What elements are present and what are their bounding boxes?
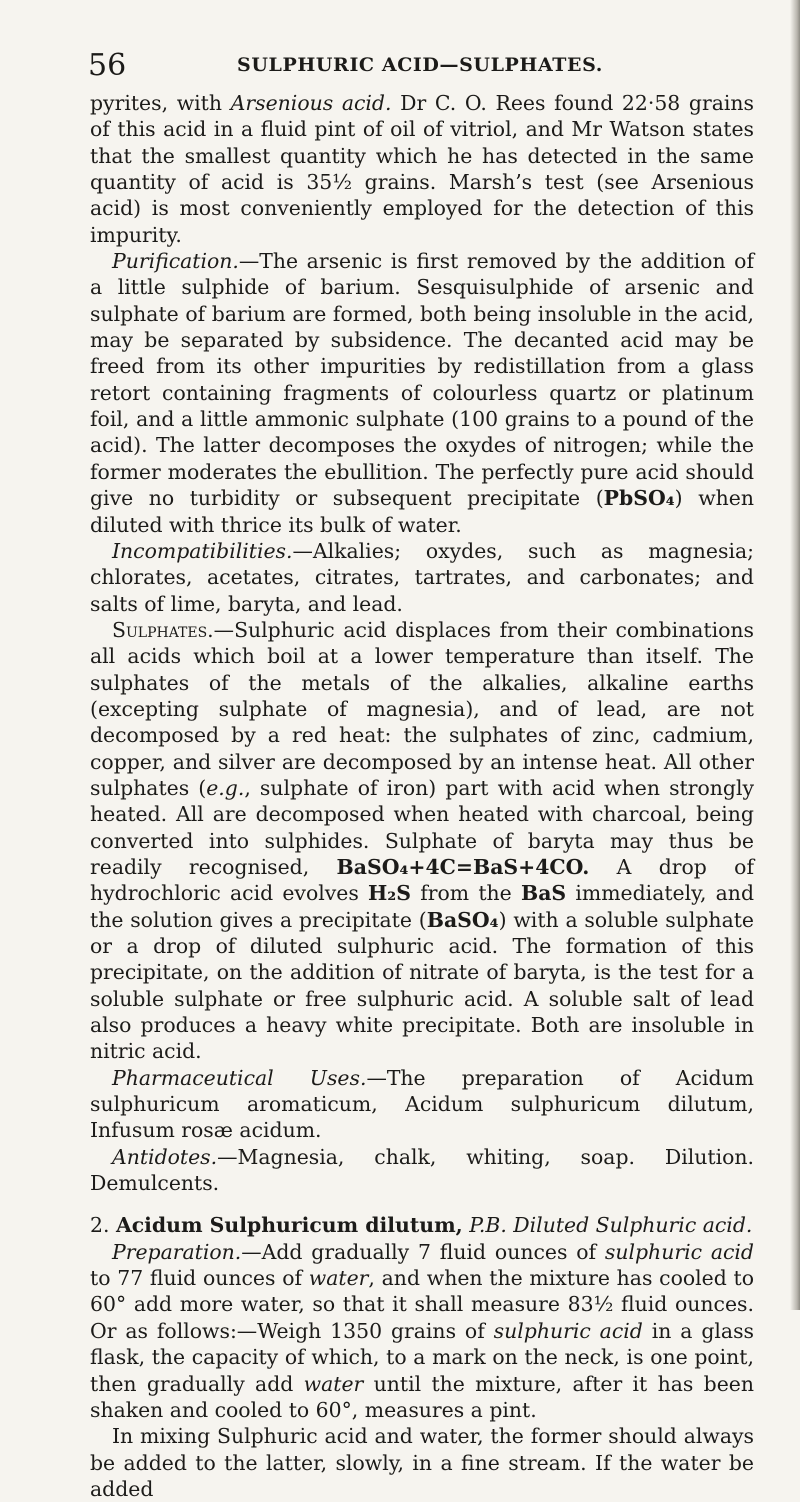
running-title: SULPHURIC ACID—SULPHATES. [237, 54, 603, 76]
paragraph [90, 1065, 754, 1144]
text-run: 2. [90, 1213, 116, 1238]
formula-run: BaSO₄+4C=BaS+4CO. [336, 854, 590, 879]
text-run: immediately, and the solution gives a precipitate ( [90, 881, 754, 932]
text-run: from the [410, 881, 521, 906]
italic-run: P.B. [469, 1213, 507, 1238]
italic-run: Preparation. [112, 1239, 242, 1264]
small-caps-run: Sulphates. [112, 617, 214, 642]
text-run: A drop of hydrochloric acid evolves [90, 854, 754, 906]
italic-run: sulphuric acid [604, 1239, 754, 1264]
text-run: until the mixture, after it has been shaken and cooled to 60°, measures a pint. [90, 1371, 754, 1422]
text-run: —Alkalies; oxydes, such as magnesia; chlorates, acetates, citrates, tartrates, and carbonates; and salts of lime, baryta, and lead. [90, 538, 754, 616]
page-number: 56 [88, 48, 127, 83]
text-run: Dr C. O. Rees found 22·58 grains of this acid in a fluid pint of oil of vitriol, and Mr Watson states that the smallest quantity which he has detected in the same quantity of acid is 35½ grains. Marsh’s test (see Arsenious acid) is most conveniently employed for the detection of this impurity. [90, 91, 754, 247]
paragraph [90, 1144, 754, 1197]
text-run: —Sulphuric acid displaces from their combinations all acids which boil at a lower temperature than itself. The sulphates of the metals of the alkalies, alkaline earths (excepting sulphate of magnesia), and of lead, are not decomposed by a red heat: the sulphates of zinc, cadmium, copper, and silver are decomposed by an intense heat. All other sulphates ( [90, 617, 754, 800]
text-run: —Magnesia, chalk, whiting, soap. Dilution. Demulcents. [90, 1144, 754, 1196]
text-run: pyrites, with [90, 91, 231, 115]
formula-run: BaSO₄ [426, 907, 499, 932]
text-run: —The preparation of Acidum sulphuricum aromaticum, Acidum sulphuricum dilutum, Infusum rosæ acidum. [90, 1065, 754, 1143]
text-run: , and when the mixture has cooled to 60° add more water, so that it shall measure 83½ fluid ounces. Or as follows:—Weigh 1350 grains of [90, 1266, 754, 1343]
formula-run: PbSO₄ [603, 486, 675, 511]
text-run: ) when diluted with thrice its bulk of water. [90, 486, 754, 537]
text-run: —Add gradually 7 fluid ounces of [241, 1239, 605, 1264]
paragraph [90, 1423, 754, 1502]
formula-run: BaS [520, 881, 567, 906]
text-run: ) with a soluble sulphate or a drop of diluted sulphuric acid. The formation of this precipitate, on the addition of nitrate of baryta, is the test for a soluble sulphate or free sulphuric acid. A soluble salt of lead also produces a heavy white precipitate. Both are insoluble in nitric acid. [90, 907, 754, 1064]
italic-run: sulphuric acid [493, 1318, 643, 1343]
text-run: —The arsenic is first removed by the addition of a little sulphide of barium. Sesquisulphide of arsenic and sulphate of barium are formed, both being insoluble in the acid, may be separated by subsidence. The decanted acid may be freed from its other impurities by redistillation from a glass retort containing fragments of colourless quartz or platinum foil, and a little ammonic sulphate (100 grains to a pound of the acid). The latter decomposes the oxydes of nitrogen; while the former moderates the ebullition. The perfectly pure acid should give no turbidity or subsequent precipitate ( [90, 249, 754, 511]
page-header [88, 48, 752, 84]
section-gap [90, 1196, 754, 1212]
italic-run: e.g. [206, 775, 245, 800]
page-edge-shadow [790, 0, 800, 1310]
paragraph [90, 90, 754, 248]
page-body [90, 90, 754, 1502]
italic-run: Pharmaceutical Uses. [112, 1065, 367, 1090]
italic-run: Diluted Sulphuric acid. [513, 1213, 753, 1238]
formula-run: Acidum Sulphuricum dilutum, [115, 1213, 463, 1238]
paragraph [90, 538, 754, 617]
text-run: in a glass flask, the capacity of which, to a mark on the neck, is one point, then gradually add [90, 1318, 755, 1396]
paragraph [90, 1212, 754, 1238]
text-run: , sulphate of iron) part with acid when strongly heated. All are decomposed when heated with charcoal, being converted into sulphides. Sulphate of baryta may thus be readily recognised, [90, 775, 754, 879]
italic-run: Purification. [112, 249, 239, 274]
italic-run: Arsenious acid. [230, 91, 392, 115]
paragraph [90, 617, 754, 1065]
text-run: to 77 fluid ounces of [90, 1266, 309, 1291]
text-run: In mixing Sulphuric acid and water, the former should always be added to the latter, slowly, in a fine stream. If the water be added [90, 1424, 754, 1501]
paragraph [90, 248, 754, 538]
italic-run: water [303, 1371, 364, 1396]
italic-run: water [308, 1266, 369, 1291]
paragraph [90, 1239, 754, 1423]
formula-run: H₂S [368, 881, 411, 906]
italic-run: Incompatibilities. [112, 538, 293, 563]
italic-run: Antidotes. [112, 1144, 218, 1169]
